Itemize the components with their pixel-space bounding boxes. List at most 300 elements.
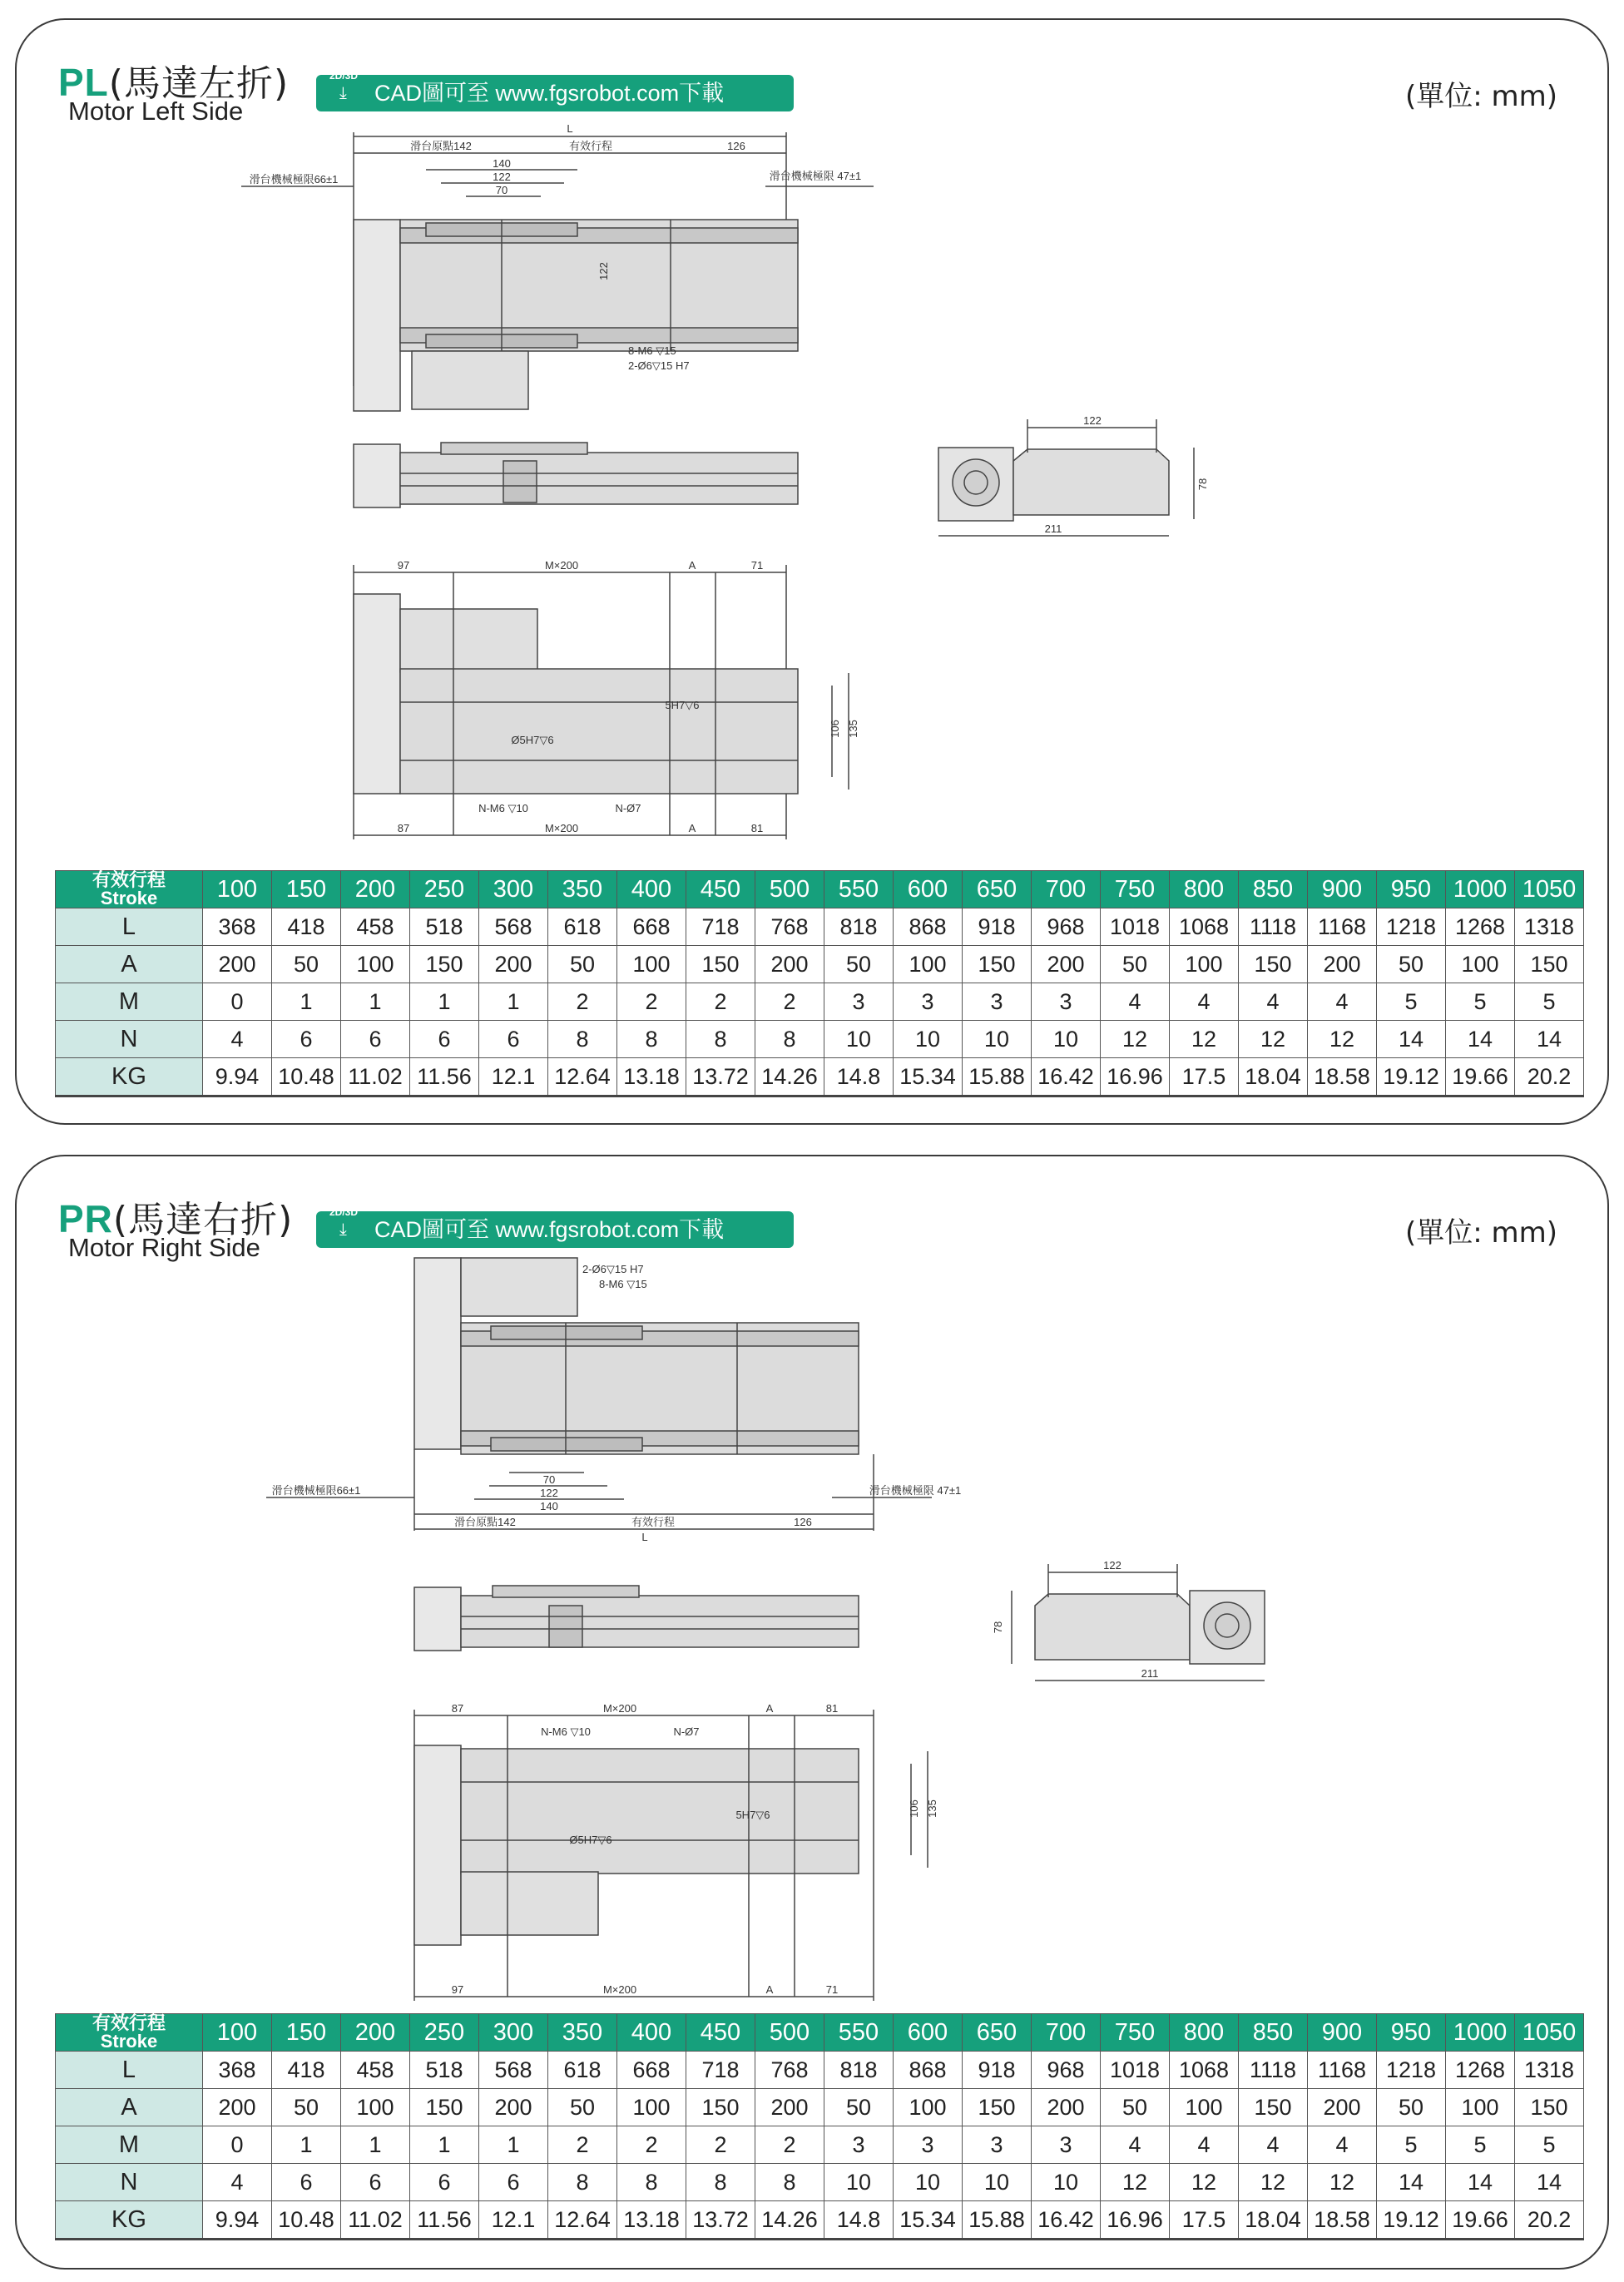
table-cell: 10 (824, 2164, 894, 2201)
svg-text:有效行程: 有效行程 (568, 140, 613, 152)
table-cell: 16.96 (1101, 2201, 1170, 2240)
stroke-cell: 650 (963, 871, 1032, 908)
row-label: A (56, 2089, 203, 2126)
table-cell: 818 (824, 2052, 894, 2089)
svg-text:8-M6 ▽15: 8-M6 ▽15 (628, 344, 676, 357)
table-cell: 10 (824, 1021, 894, 1058)
svg-text:M×200: M×200 (544, 559, 579, 572)
model-code: PL(馬達左折) (58, 61, 290, 105)
table-cell: 16.42 (1032, 1058, 1101, 1096)
stroke-cell: 850 (1239, 871, 1308, 908)
table-cell: 618 (548, 908, 617, 946)
table-cell: 13.72 (686, 1058, 755, 1096)
table-cell: 50 (1377, 946, 1446, 983)
table-cell: 3 (1032, 983, 1101, 1021)
table-cell: 14.8 (824, 2201, 894, 2240)
table-cell: 18.04 (1239, 1058, 1308, 1096)
table-cell: 200 (1308, 946, 1377, 983)
table-cell: 14 (1515, 2164, 1584, 2201)
stroke-cell: 250 (410, 871, 479, 908)
table-cell: 200 (1308, 2089, 1377, 2126)
table-cell: 2 (548, 2126, 617, 2164)
stroke-cell: 150 (272, 2014, 341, 2052)
side-view (354, 443, 798, 507)
table-cell: 4 (1239, 2126, 1308, 2164)
table-cell: 10.48 (272, 2201, 341, 2240)
table-cell: 11.56 (410, 2201, 479, 2240)
stroke-cell: 950 (1377, 2014, 1446, 2052)
table-cell: 14 (1377, 1021, 1446, 1058)
table-row (56, 1021, 1584, 1058)
table-cell: 1 (410, 2126, 479, 2164)
row-label: A (56, 946, 203, 983)
stroke-cell: 100 (203, 871, 272, 908)
table-cell: 5 (1446, 2126, 1515, 2164)
svg-text:97: 97 (397, 559, 410, 572)
cad-download-link[interactable]: 2D/3D ⤓ CAD圖可至 www.fgsrobot.com下載 (316, 1211, 794, 1248)
table-cell: 12 (1101, 1021, 1170, 1058)
svg-text:5H7▽6: 5H7▽6 (735, 1809, 770, 1821)
stroke-cell: 700 (1032, 871, 1101, 908)
svg-text:135: 135 (847, 720, 859, 738)
table-cell: 1 (272, 983, 341, 1021)
table-cell: 12.64 (548, 2201, 617, 2240)
table-cell: 6 (341, 1021, 410, 1058)
table-cell: 50 (272, 946, 341, 983)
table-cell: 13.18 (617, 2201, 686, 2240)
table-cell: 12 (1101, 2164, 1170, 2201)
table-cell: 6 (410, 2164, 479, 2201)
table-row (56, 871, 1584, 908)
table-cell: 10 (894, 1021, 963, 1058)
table-cell: 50 (272, 2089, 341, 2126)
table-cell: 18.58 (1308, 2201, 1377, 2240)
svg-text:78: 78 (1196, 478, 1209, 491)
row-label: N (56, 1021, 203, 1058)
stroke-cell: 550 (824, 2014, 894, 2052)
svg-text:81: 81 (825, 1702, 839, 1715)
table-cell: 4 (203, 2164, 272, 2201)
table-cell: 6 (272, 2164, 341, 2201)
table-cell: 18.04 (1239, 2201, 1308, 2240)
table-cell: 8 (686, 2164, 755, 2201)
svg-text:M×200: M×200 (602, 1983, 637, 1996)
table-cell: 3 (894, 2126, 963, 2164)
table-row (56, 983, 1584, 1021)
table-cell: 200 (755, 2089, 824, 2126)
technical-drawing-pr (17, 1156, 1611, 2022)
unit-label: (單位: mm) (1404, 1216, 1557, 1250)
table-row (56, 2164, 1584, 2201)
table-row (56, 2089, 1584, 2126)
table-cell: 868 (894, 908, 963, 946)
table-cell: 4 (1170, 2126, 1239, 2164)
table-cell: 2 (755, 983, 824, 1021)
table-cell: 10 (1032, 2164, 1101, 2201)
svg-text:Ø5H7▽6: Ø5H7▽6 (569, 1834, 612, 1846)
table-cell: 2 (617, 983, 686, 1021)
table-cell: 4 (203, 1021, 272, 1058)
table-cell: 818 (824, 908, 894, 946)
table-cell: 1118 (1239, 908, 1308, 946)
svg-text:滑台原點142: 滑台原點142 (454, 1516, 516, 1528)
table-cell: 150 (1239, 2089, 1308, 2126)
stroke-cell: 200 (341, 2014, 410, 2052)
table-cell: 668 (617, 2052, 686, 2089)
table-cell: 718 (686, 2052, 755, 2089)
table-cell: 368 (203, 2052, 272, 2089)
table-cell: 0 (203, 2126, 272, 2164)
spec-table-pl (55, 870, 1584, 1097)
table-cell: 19.12 (1377, 2201, 1446, 2240)
table-cell: 418 (272, 2052, 341, 2089)
table-cell: 918 (963, 2052, 1032, 2089)
table-cell: 8 (686, 1021, 755, 1058)
table-row (56, 2014, 1584, 2052)
svg-text:135: 135 (926, 1799, 938, 1818)
stroke-cell: 550 (824, 871, 894, 908)
table-cell: 10 (894, 2164, 963, 2201)
end-view (1012, 1564, 1265, 1681)
table-cell: 3 (824, 983, 894, 1021)
svg-text:122: 122 (1103, 1559, 1121, 1572)
table-cell: 568 (479, 2052, 548, 2089)
stroke-cell: 500 (755, 871, 824, 908)
svg-text:有效行程: 有效行程 (631, 1516, 676, 1528)
table-cell: 2 (617, 2126, 686, 2164)
row-label: KG (56, 2201, 203, 2240)
table-cell: 2 (686, 2126, 755, 2164)
table-cell: 200 (479, 946, 548, 983)
table-cell: 15.34 (894, 2201, 963, 2240)
stroke-cell: 200 (341, 871, 410, 908)
table-row (56, 2201, 1584, 2240)
stroke-cell: 250 (410, 2014, 479, 2052)
table-cell: 1 (272, 2126, 341, 2164)
table-cell: 11.02 (341, 2201, 410, 2240)
table-cell: 50 (548, 946, 617, 983)
table-cell: 1 (479, 983, 548, 1021)
table-cell: 1168 (1308, 908, 1377, 946)
table-cell: 668 (617, 908, 686, 946)
table-cell: 100 (894, 2089, 963, 2126)
table-cell: 19.12 (1377, 1058, 1446, 1096)
table-cell: 1118 (1239, 2052, 1308, 2089)
table-cell: 2 (686, 983, 755, 1021)
stroke-cell: 1000 (1446, 871, 1515, 908)
table-cell: 0 (203, 983, 272, 1021)
table-row (56, 1058, 1584, 1096)
table-cell: 8 (548, 1021, 617, 1058)
svg-text:滑台機械極限66±1: 滑台機械極限66±1 (271, 1484, 361, 1497)
table-row (56, 946, 1584, 983)
table-cell: 3 (963, 2126, 1032, 2164)
table-cell: 50 (548, 2089, 617, 2126)
table-cell: 20.2 (1515, 1058, 1584, 1096)
svg-text:2-Ø6▽15 H7: 2-Ø6▽15 H7 (628, 359, 690, 372)
table-cell: 50 (1101, 2089, 1170, 2126)
stroke-cell: 400 (617, 2014, 686, 2052)
table-cell: 12 (1239, 2164, 1308, 2201)
table-cell: 100 (617, 946, 686, 983)
table-cell: 14 (1446, 2164, 1515, 2201)
table-cell: 200 (203, 2089, 272, 2126)
table-cell: 8 (617, 2164, 686, 2201)
stroke-cell: 450 (686, 871, 755, 908)
table-cell: 150 (410, 2089, 479, 2126)
table-cell: 10 (1032, 1021, 1101, 1058)
table-cell: 518 (410, 2052, 479, 2089)
table-cell: 19.66 (1446, 2201, 1515, 2240)
table-cell: 15.88 (963, 2201, 1032, 2240)
stroke-cell: 900 (1308, 871, 1377, 908)
svg-text:122: 122 (1083, 414, 1102, 427)
stroke-cell: 900 (1308, 2014, 1377, 2052)
table-cell: 19.66 (1446, 1058, 1515, 1096)
svg-text:A: A (765, 1983, 774, 1996)
table-cell: 10.48 (272, 1058, 341, 1096)
svg-text:122: 122 (540, 1487, 558, 1499)
table-cell: 968 (1032, 908, 1101, 946)
table-cell: 50 (824, 946, 894, 983)
svg-text:N-Ø7: N-Ø7 (673, 1725, 700, 1738)
table-cell: 200 (755, 946, 824, 983)
table-cell: 150 (1515, 946, 1584, 983)
table-cell: 618 (548, 2052, 617, 2089)
svg-text:122: 122 (493, 171, 511, 183)
svg-text:87: 87 (397, 822, 410, 834)
stroke-cell: 500 (755, 2014, 824, 2052)
table-cell: 15.88 (963, 1058, 1032, 1096)
svg-text:87: 87 (451, 1702, 464, 1715)
table-cell: 1 (341, 983, 410, 1021)
unit-label: (單位: mm) (1404, 80, 1557, 113)
table-cell: 18.58 (1308, 1058, 1377, 1096)
table-cell: 718 (686, 908, 755, 946)
svg-text:A: A (688, 822, 696, 834)
table-cell: 5 (1515, 2126, 1584, 2164)
svg-text:A: A (765, 1702, 774, 1715)
svg-text:70: 70 (542, 1473, 556, 1486)
section-subtitle: Motor Right Side (68, 1233, 260, 1262)
table-cell: 12 (1170, 2164, 1239, 2201)
table-cell: 458 (341, 908, 410, 946)
table-cell: 1268 (1446, 908, 1515, 946)
table-cell: 50 (1377, 2089, 1446, 2126)
table-cell: 100 (1446, 946, 1515, 983)
download-icon: 2D/3D ⤓ (329, 70, 359, 102)
svg-text:106: 106 (908, 1799, 920, 1818)
table-cell: 14.26 (755, 1058, 824, 1096)
table-cell: 918 (963, 908, 1032, 946)
table-cell: 1318 (1515, 2052, 1584, 2089)
svg-text:8-M6 ▽15: 8-M6 ▽15 (599, 1278, 647, 1290)
table-cell: 50 (824, 2089, 894, 2126)
top-view (266, 1258, 932, 1531)
table-cell: 1318 (1515, 908, 1584, 946)
table-cell: 12 (1239, 1021, 1308, 1058)
table-cell: 6 (479, 1021, 548, 1058)
table-cell: 3 (963, 983, 1032, 1021)
table-cell: 13.18 (617, 1058, 686, 1096)
table-cell: 13.72 (686, 2201, 755, 2240)
svg-text:5H7▽6: 5H7▽6 (665, 699, 700, 711)
svg-text:78: 78 (992, 1621, 1004, 1634)
table-cell: 4 (1170, 983, 1239, 1021)
table-cell: 100 (1170, 2089, 1239, 2126)
svg-text:81: 81 (750, 822, 764, 834)
table-cell: 200 (203, 946, 272, 983)
table-cell: 6 (410, 1021, 479, 1058)
table-cell: 150 (686, 2089, 755, 2126)
svg-text:N-M6 ▽10: N-M6 ▽10 (478, 802, 528, 814)
table-cell: 8 (617, 1021, 686, 1058)
table-cell: 1 (410, 983, 479, 1021)
stroke-cell: 300 (479, 2014, 548, 2052)
side-view (414, 1586, 859, 1651)
table-cell: 368 (203, 908, 272, 946)
table-cell: 418 (272, 908, 341, 946)
table-cell: 12 (1308, 2164, 1377, 2201)
svg-text:140: 140 (540, 1500, 558, 1512)
table-cell: 150 (1239, 946, 1308, 983)
table-cell: 14 (1446, 1021, 1515, 1058)
table-cell: 150 (410, 946, 479, 983)
stroke-cell: 800 (1170, 871, 1239, 908)
table-cell: 150 (1515, 2089, 1584, 2126)
table-cell: 1218 (1377, 908, 1446, 946)
table-cell: 10 (963, 1021, 1032, 1058)
technical-drawing-pl (17, 20, 1611, 885)
table-cell: 3 (1032, 2126, 1101, 2164)
model-code: PR(馬達右折) (58, 1197, 294, 1241)
svg-text:M×200: M×200 (544, 822, 579, 834)
svg-text:211: 211 (1044, 522, 1062, 535)
table-cell: 6 (272, 1021, 341, 1058)
row-label: L (56, 908, 203, 946)
table-cell: 1068 (1170, 2052, 1239, 2089)
table-cell: 5 (1446, 983, 1515, 1021)
stroke-cell: 750 (1101, 871, 1170, 908)
table-cell: 458 (341, 2052, 410, 2089)
table-cell: 3 (824, 2126, 894, 2164)
table-cell: 200 (479, 2089, 548, 2126)
stroke-cell: 350 (548, 2014, 617, 2052)
row-label: N (56, 2164, 203, 2201)
svg-text:126: 126 (794, 1516, 812, 1528)
table-cell: 8 (755, 2164, 824, 2201)
table-cell: 4 (1239, 983, 1308, 1021)
table-cell: 14 (1515, 1021, 1584, 1058)
svg-text:71: 71 (825, 1983, 839, 1996)
svg-text:L: L (567, 122, 573, 135)
stroke-cell: 1050 (1515, 2014, 1584, 2052)
stroke-cell: 700 (1032, 2014, 1101, 2052)
svg-text:A: A (688, 559, 696, 572)
svg-text:122: 122 (597, 262, 610, 280)
table-cell: 8 (548, 2164, 617, 2201)
table-cell: 12.1 (479, 2201, 548, 2240)
table-cell: 12.64 (548, 1058, 617, 1096)
table-cell: 1 (341, 2126, 410, 2164)
table-cell: 1218 (1377, 2052, 1446, 2089)
cad-download-link[interactable]: 2D/3D ⤓ CAD圖可至 www.fgsrobot.com下載 (316, 75, 794, 111)
stroke-cell: 100 (203, 2014, 272, 2052)
table-cell: 768 (755, 908, 824, 946)
svg-text:滑台機械極限 47±1: 滑台機械極限 47±1 (869, 1484, 962, 1497)
svg-text:N-Ø7: N-Ø7 (615, 802, 641, 814)
section-motor-left (15, 18, 1609, 1125)
download-icon: 2D/3D ⤓ (329, 1206, 359, 1239)
stroke-cell: 1000 (1446, 2014, 1515, 2052)
row-label: KG (56, 1058, 203, 1096)
svg-text:140: 140 (493, 157, 511, 170)
stroke-cell: 350 (548, 871, 617, 908)
table-cell: 518 (410, 908, 479, 946)
end-view (938, 419, 1194, 536)
svg-text:211: 211 (1141, 1667, 1159, 1680)
stroke-cell: 400 (617, 871, 686, 908)
table-cell: 150 (686, 946, 755, 983)
table-cell: 5 (1377, 983, 1446, 1021)
table-cell: 2 (548, 983, 617, 1021)
table-cell: 100 (1170, 946, 1239, 983)
svg-text:N-M6 ▽10: N-M6 ▽10 (541, 1725, 591, 1738)
table-cell: 5 (1515, 983, 1584, 1021)
row-label: L (56, 2052, 203, 2089)
table-cell: 568 (479, 908, 548, 946)
table-cell: 5 (1377, 2126, 1446, 2164)
table-cell: 1068 (1170, 908, 1239, 946)
svg-text:2-Ø6▽15 H7: 2-Ø6▽15 H7 (582, 1263, 644, 1275)
table-cell: 768 (755, 2052, 824, 2089)
table-cell: 968 (1032, 2052, 1101, 2089)
svg-text:106: 106 (829, 720, 841, 738)
table-cell: 4 (1308, 2126, 1377, 2164)
table-cell: 200 (1032, 2089, 1101, 2126)
stroke-cell: 950 (1377, 871, 1446, 908)
table-cell: 16.42 (1032, 2201, 1101, 2240)
stroke-cell: 1050 (1515, 871, 1584, 908)
stroke-cell: 600 (894, 871, 963, 908)
svg-text:滑台機械極限66±1: 滑台機械極限66±1 (249, 173, 339, 186)
table-cell: 1 (479, 2126, 548, 2164)
table-row (56, 2126, 1584, 2164)
table-cell: 14.8 (824, 1058, 894, 1096)
stroke-cell: 150 (272, 871, 341, 908)
table-cell: 100 (617, 2089, 686, 2126)
table-cell: 150 (963, 946, 1032, 983)
spec-table-pr (55, 2013, 1584, 2240)
svg-text:71: 71 (750, 559, 764, 572)
bottom-view (414, 1710, 928, 2001)
row-label: M (56, 983, 203, 1021)
table-cell: 150 (963, 2089, 1032, 2126)
row-label: M (56, 2126, 203, 2164)
table-cell: 100 (1446, 2089, 1515, 2126)
svg-text:97: 97 (451, 1983, 464, 1996)
stroke-cell: 650 (963, 2014, 1032, 2052)
table-cell: 100 (341, 946, 410, 983)
svg-text:滑台原點142: 滑台原點142 (410, 140, 472, 152)
stroke-cell: 750 (1101, 2014, 1170, 2052)
table-cell: 14.26 (755, 2201, 824, 2240)
stroke-cell: 300 (479, 871, 548, 908)
table-cell: 1018 (1101, 2052, 1170, 2089)
svg-text:M×200: M×200 (602, 1702, 637, 1715)
svg-text:Ø5H7▽6: Ø5H7▽6 (511, 734, 554, 746)
table-cell: 8 (755, 1021, 824, 1058)
